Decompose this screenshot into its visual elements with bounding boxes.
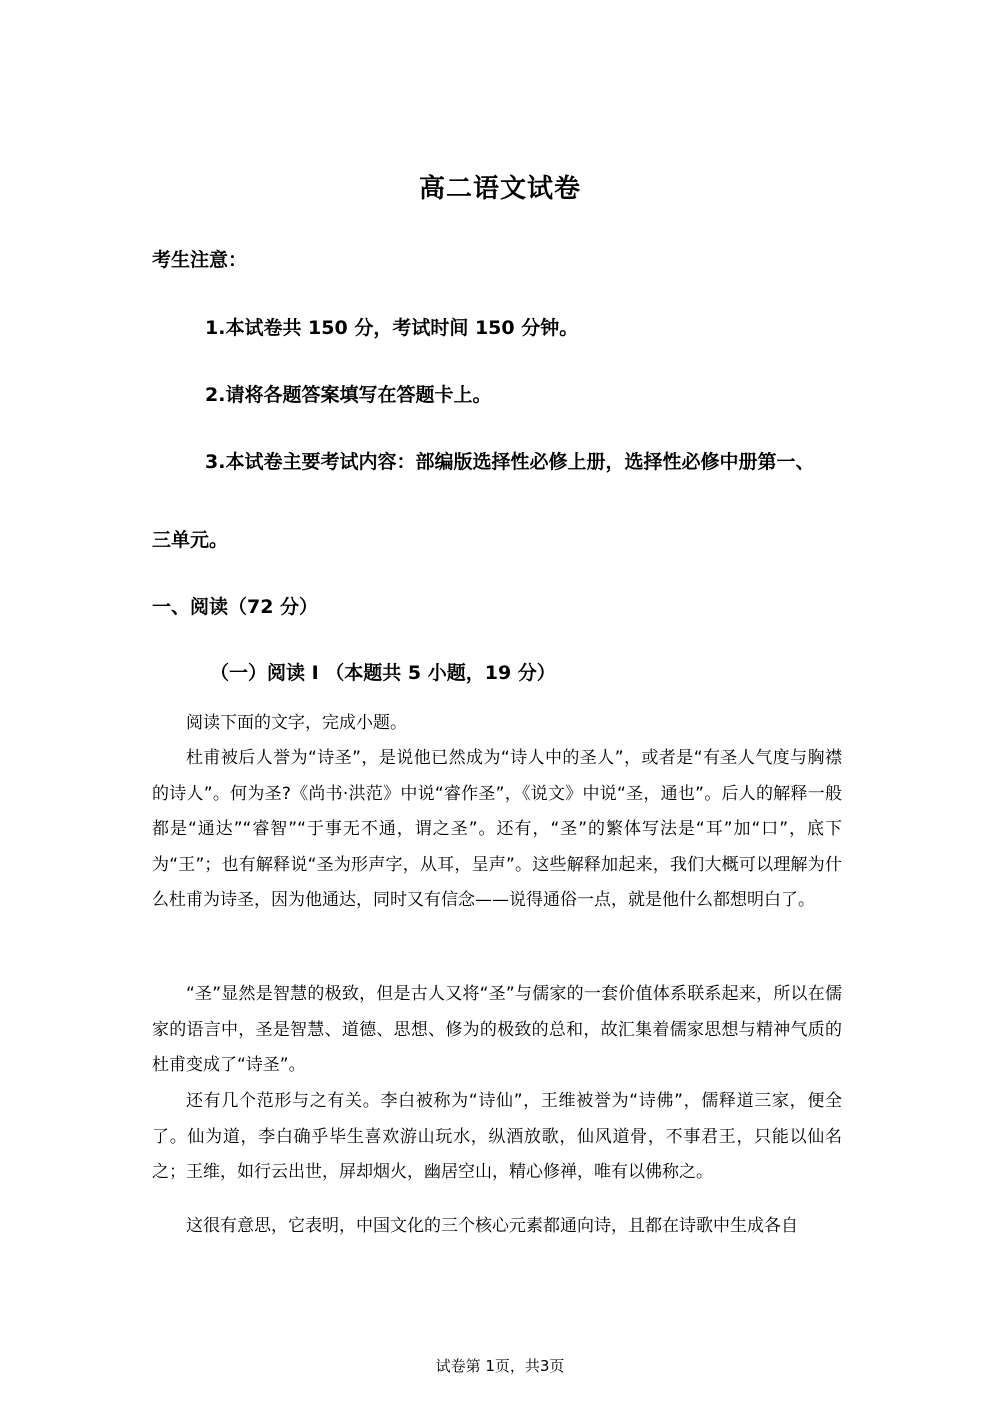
passage-paragraph-2: “圣”显然是智慧的极致，但是古人又将“圣”与儒家的一套价值体系联系起来，所以在儒家的语言中，圣是智慧、道德、思想、修为的极致的总和，故汇集着儒家思想与精神气质的杜甫变成了“诗圣”。 — [152, 984, 842, 1075]
notice-item-2: 2.请将各题答案填写在答题卡上。 — [205, 384, 492, 406]
notice-heading: 考生注意： — [152, 249, 248, 271]
notice-item-1: 1.本试卷共 150 分，考试时间 150 分钟。 — [205, 317, 579, 339]
passage-paragraph-3: 还有几个范形与之有关。李白被称为“诗仙”，王维被誉为“诗佛”，儒释道三家，便全了。仙为道，李白确乎毕生喜欢游山玩水，纵酒放歌，仙风道骨，不事君王，只能以仙名之；王维，如行云出世，屏却烟火，幽居空山，精心修禅，唯有以佛称之。 — [152, 1091, 842, 1182]
subsection-heading: （一）阅读 I （本题共 5 小题，19 分） — [210, 662, 556, 684]
page-title: 高二语文试卷 — [418, 174, 581, 204]
passage-paragraph-4: 这很有意思，它表明，中国文化的三个核心元素都通向诗，且都在诗歌中生成各自 — [186, 1216, 798, 1236]
passage-paragraph-1: 杜甫被后人誉为“诗圣”，是说他已然成为“诗人中的圣人”，或者是“有圣人气度与胸襟的诗人”。何为圣?《尚书·洪范》中说“睿作圣”，《说文》中说“圣，通也”。后人的解释一般都是“通达”“睿智”“于事无不通，谓之圣”。还有，“圣”的繁体写法是“耳”加“口”，底下为“王”；也有解释说“圣为形声字，从耳，呈声”。这些解释加起来，我们大概可以理解为什么杜甫为诗圣，因为他通达，同时又有信念——说得通俗一点，就是他什么都想明白了。 — [152, 748, 842, 910]
section-heading: 一、阅读（72 分） — [152, 596, 319, 618]
notice-item-3-continued: 三单元。 — [152, 529, 229, 551]
reading-instruction: 阅读下面的文字，完成小题。 — [186, 713, 407, 733]
page-footer: 试卷第 1页，共3页 — [435, 1357, 565, 1375]
notice-item-3: 3.本试卷主要考试内容：部编版选择性必修上册，选择性必修中册第一、 — [205, 451, 815, 473]
